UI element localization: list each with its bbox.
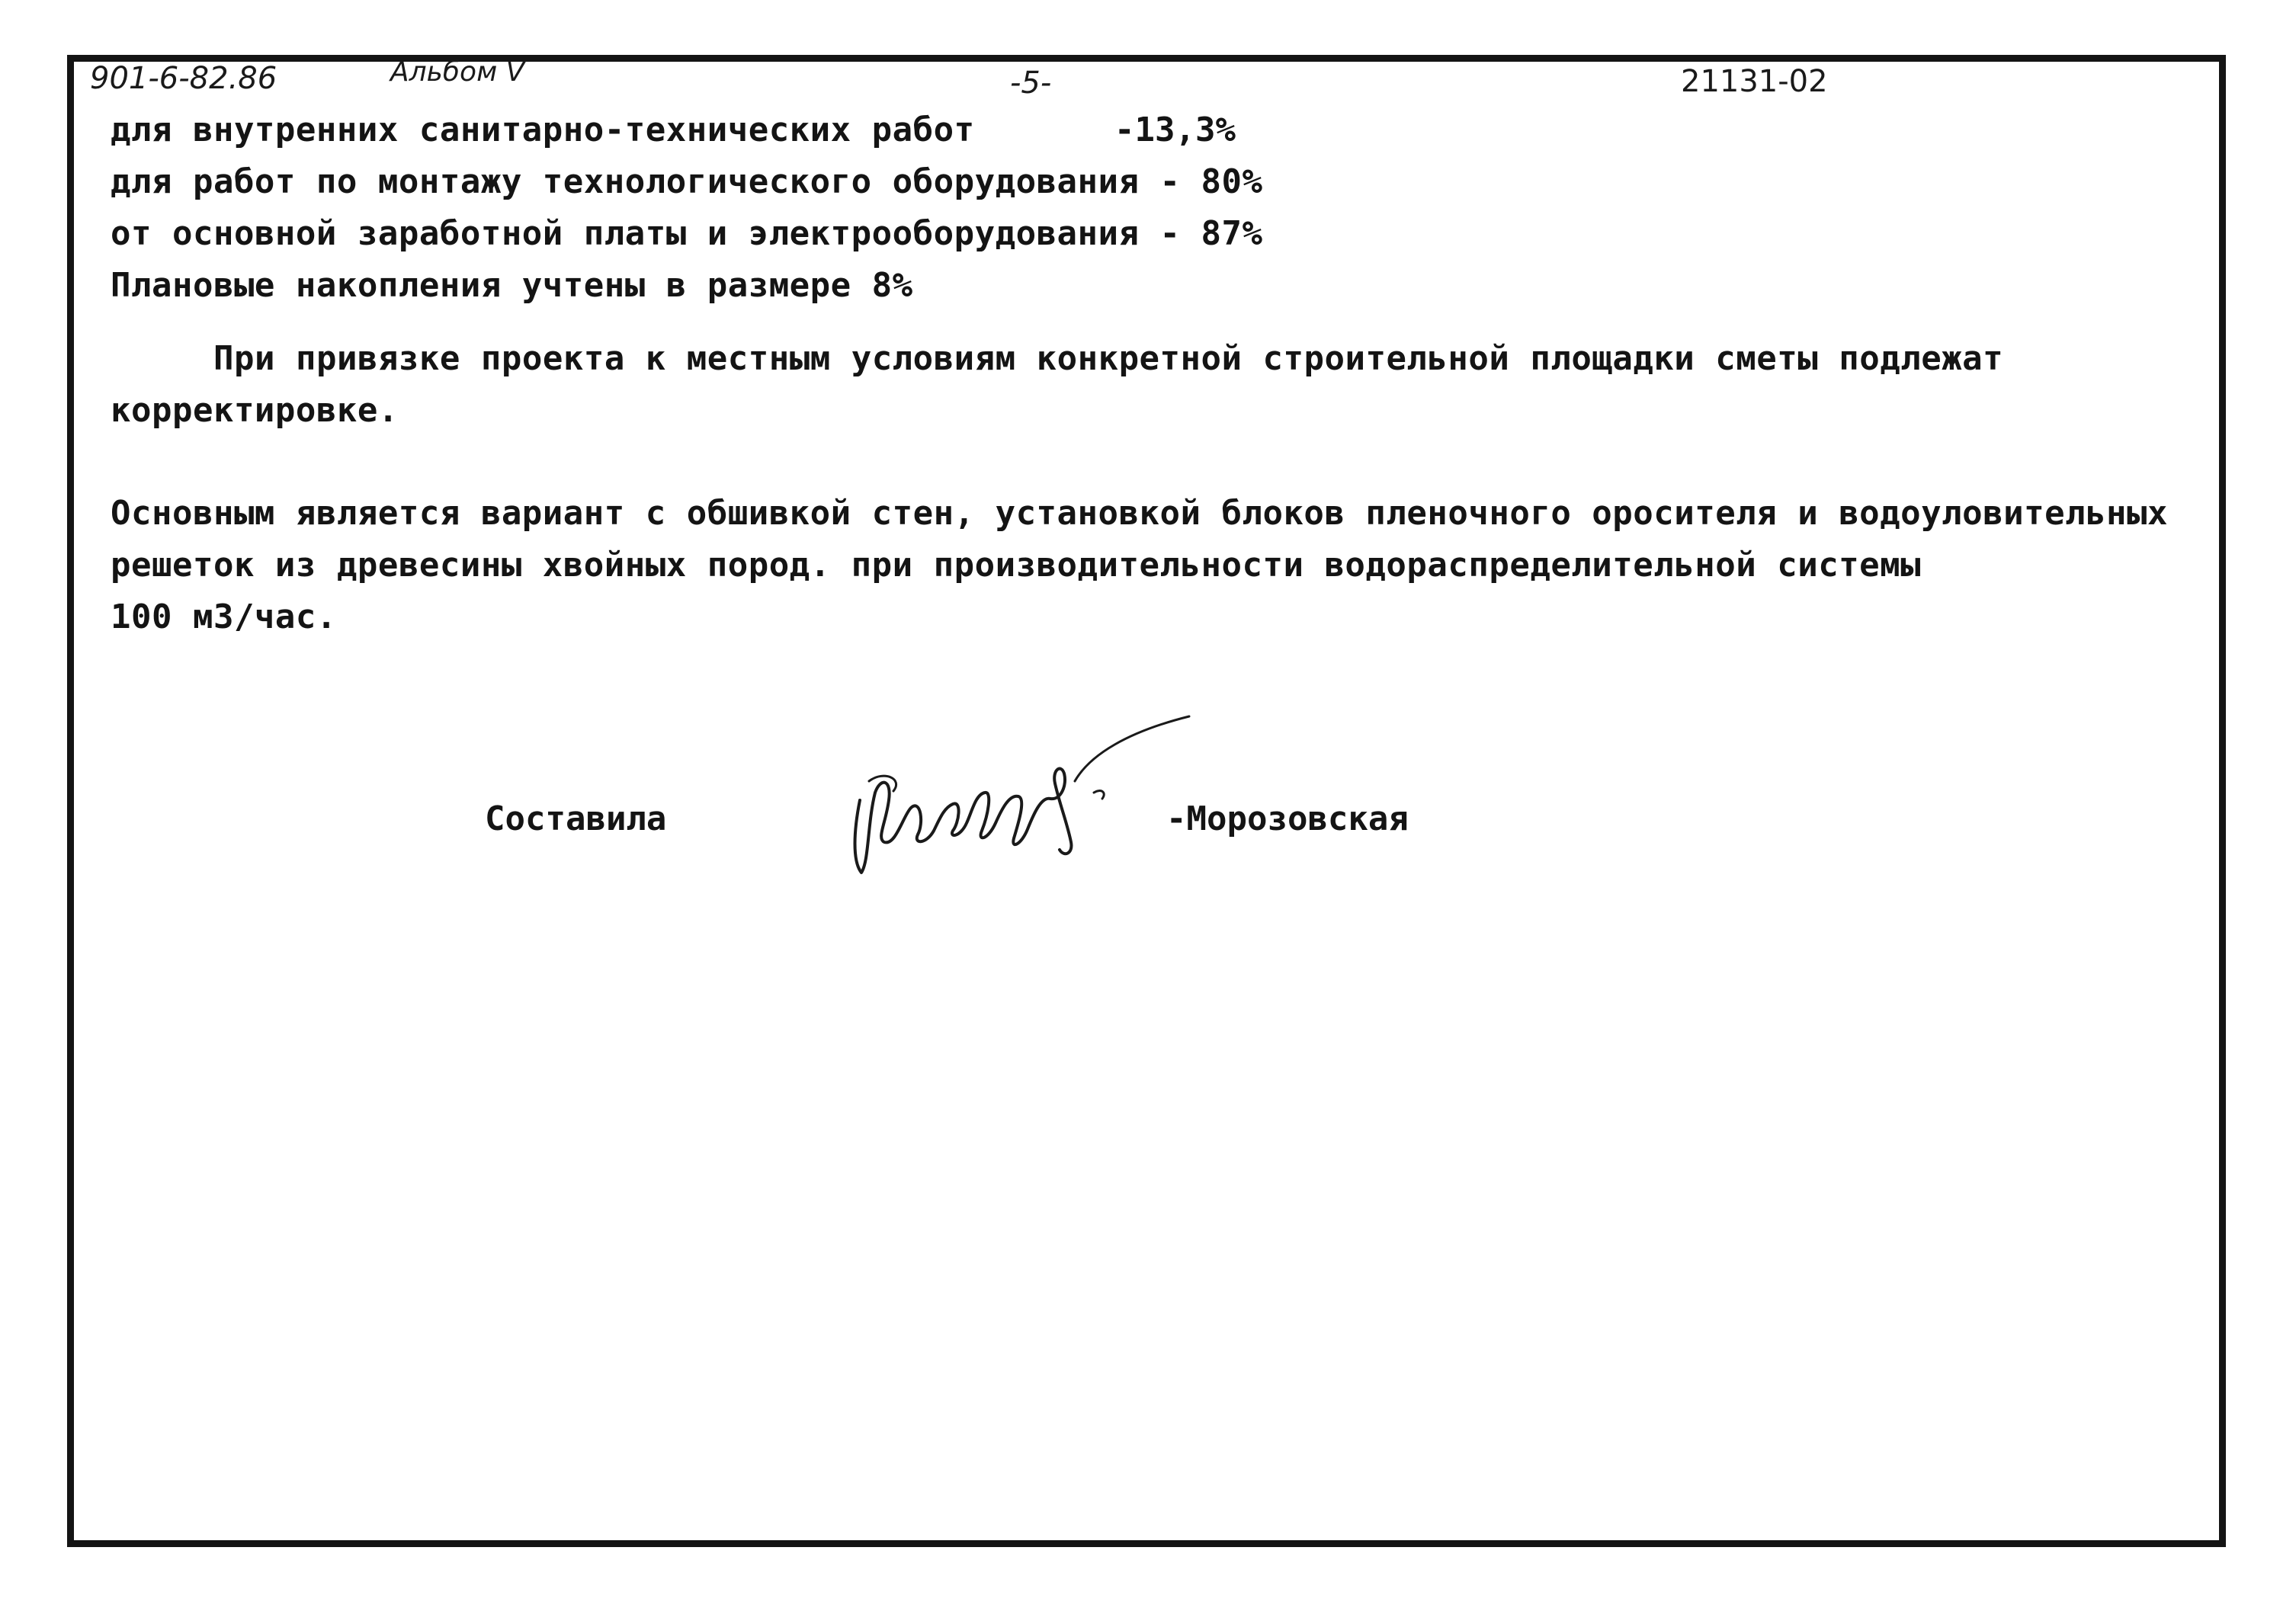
overhead-sanitary-label: для внутренних санитарно-технических работ — [111, 111, 975, 149]
overhead-electrical: от основной заработной платы и электрооборудования - 87% — [111, 214, 1263, 253]
album-label: Альбом V — [390, 56, 525, 88]
signature-label: Составила — [485, 799, 667, 838]
overhead-sanitary-value: -13,3% — [1114, 111, 1236, 149]
paragraph1-line2: корректировке. — [111, 391, 399, 430]
paragraph2-line1: Основным является вариант с обшивкой стен, установкой блоков пленочного оросителя и водоуловительных — [111, 494, 2169, 533]
sheet-code: 21131-02 — [1681, 64, 1828, 99]
planned-savings: Плановые накопления учтены в размере 8% — [111, 266, 913, 305]
paragraph2-line2: решеток из древесины хвойных пород. при производительности водораспределительной системы — [111, 546, 1922, 585]
paragraph2-line3: 100 м3/час. — [111, 597, 337, 636]
handwritten-signature — [839, 709, 1204, 892]
paragraph1-line1: При привязке проекта к местным условиям конкретной строительной площадки сметы подлежат — [213, 339, 2004, 378]
doc-code: 901-6-82.86 — [90, 61, 277, 96]
page-number: -5- — [1010, 66, 1052, 101]
overhead-equipment: для работ по монтажу технологического оборудования - 80% — [111, 162, 1263, 201]
signatory-name: -Морозовская — [1166, 799, 1409, 838]
